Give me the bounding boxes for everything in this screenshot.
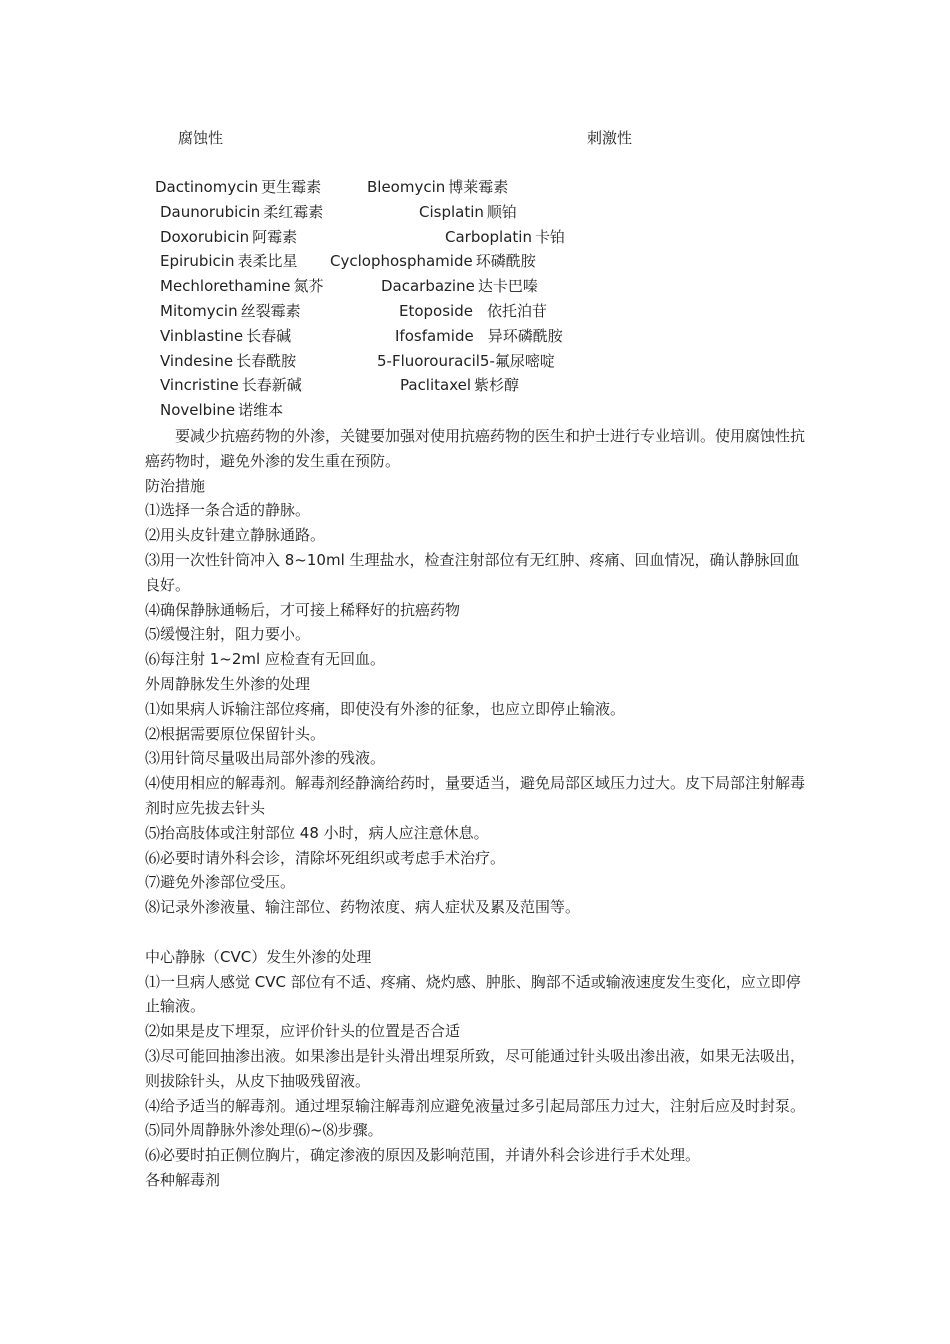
drug-right-6: Ifosfamide 异环磷酰胺 bbox=[395, 327, 563, 345]
peripheral-item: ⑴如果病人诉输注部位疼痛，即使没有外渗的征象，也应立即停止输液。 bbox=[145, 699, 626, 718]
prevention-item: ⑶用一次性针筒冲入 8~10ml 生理盐水，检查注射部位有无红肿、疼痛、回血情况，确认静脉回血良好。 bbox=[145, 550, 800, 594]
drug-right-2: Carboplatin 卡铂 bbox=[445, 228, 565, 246]
peripheral-item: ⑸抬高肢体或注射部位 48 小时，病人应注意休息。 bbox=[145, 823, 489, 842]
section-title-peripheral: 外周静脉发生外渗的处理 bbox=[145, 674, 311, 693]
peripheral-item: ⑻记录外渗液量、输注部位、药物浓度、病人症状及累及范围等。 bbox=[145, 898, 581, 917]
peripheral-item: ⑶用针筒尽量吸出局部外渗的残液。 bbox=[145, 749, 386, 768]
drug-left-9: Novelbine 诺维本 bbox=[160, 401, 284, 419]
prevention-item: ⑸缓慢注射，阻力要小。 bbox=[145, 625, 311, 644]
drug-right-8: Paclitaxel 紫杉醇 bbox=[400, 376, 520, 394]
drug-right-7: 5-Fluorouracil5-氟尿嘧啶 bbox=[377, 352, 555, 370]
drug-left-2: Doxorubicin 阿霉素 bbox=[160, 228, 298, 246]
drug-left-1: Daunorubicin 柔红霉素 bbox=[160, 203, 324, 221]
drug-left-7: Vindesine 长春酰胺 bbox=[160, 352, 297, 370]
peripheral-item: ⑺避免外渗部位受压。 bbox=[145, 873, 296, 892]
drug-left-0: Dactinomycin 更生霉素 bbox=[155, 178, 322, 196]
drug-right-3: Cyclophosphamide 环磷酰胺 bbox=[330, 252, 536, 270]
drug-left-3: Epirubicin 表柔比星 bbox=[160, 252, 298, 270]
peripheral-item: ⑷使用相应的解毒剂。解毒剂经静滴给药时，量要适当，避免局部区域压力过大。皮下局部注射解毒剂时应先拔去针头 bbox=[145, 774, 806, 817]
central-item: ⑶尽可能回抽渗出液。如果渗出是针头滑出埋泵所致，尽可能通过针头吸出渗出液，如果无法吸出，则拔除针头，从皮下抽吸残留液。 bbox=[145, 1046, 806, 1090]
drug-left-4: Mechlorethamine 氮芥 bbox=[160, 277, 324, 295]
heading-vesicant: 腐蚀性 bbox=[178, 129, 224, 147]
intro-paragraph: 要减少抗癌药物的外渗，关键要加强对使用抗癌药物的医生和护士进行专业培训。使用腐蚀性抗癌药物时，避免外渗的发生重在预防。 bbox=[145, 427, 806, 470]
peripheral-item: ⑹必要时请外科会诊，清除坏死组织或考虑手术治疗。 bbox=[145, 848, 506, 867]
prevention-item: ⑴选择一条合适的静脉。 bbox=[145, 501, 311, 520]
section-title-central: 中心静脉（CVC）发生外渗的处理 bbox=[145, 947, 372, 966]
blank-line bbox=[145, 920, 810, 945]
prevention-item: ⑷确保静脉通畅后，才可接上稀释好的抗癌药物 bbox=[145, 600, 461, 619]
drug-right-4: Dacarbazine 达卡巴嗪 bbox=[381, 277, 538, 295]
heading-irritant: 刺激性 bbox=[587, 129, 633, 147]
drug-right-5: Etoposide 依托泊苷 bbox=[399, 302, 547, 320]
central-item: ⑵如果是皮下埋泵，应评价针头的位置是否合适 bbox=[145, 1022, 461, 1041]
drug-right-0: Bleomycin 博莱霉素 bbox=[367, 178, 509, 196]
central-item: ⑴一旦病人感觉 CVC 部位有不适、疼痛、烧灼感、肿胀、胸部不适或输液速度发生变化，应立即停止输液。 bbox=[145, 972, 801, 1016]
body-text bbox=[145, 424, 810, 1193]
central-item: ⑷给予适当的解毒剂。通过埋泵输注解毒剂应避免液量过多引起局部压力过大，注射后应及时封泵。 bbox=[145, 1096, 806, 1115]
central-item: ⑸同外周静脉外渗处理⑹~⑻步骤。 bbox=[145, 1121, 383, 1140]
prevention-item: ⑹每注射 1~2ml 应检查有无回血。 bbox=[145, 650, 385, 669]
peripheral-item: ⑵根据需要原位保留针头。 bbox=[145, 724, 326, 743]
drug-left-5: Mitomycin 丝裂霉素 bbox=[160, 302, 301, 320]
section-title-antidotes: 各种解毒剂 bbox=[145, 1170, 221, 1189]
section-title-prevention: 防治措施 bbox=[145, 476, 206, 495]
central-item: ⑹必要时拍正侧位胸片，确定渗液的原因及影响范围，并请外科会诊进行手术处理。 bbox=[145, 1146, 701, 1165]
prevention-item: ⑵用头皮针建立静脉通路。 bbox=[145, 526, 326, 545]
drug-left-6: Vinblastine 长春碱 bbox=[160, 327, 292, 345]
drug-left-8: Vincristine 长春新碱 bbox=[160, 376, 302, 394]
drug-right-1: Cisplatin 顺铂 bbox=[419, 203, 517, 221]
